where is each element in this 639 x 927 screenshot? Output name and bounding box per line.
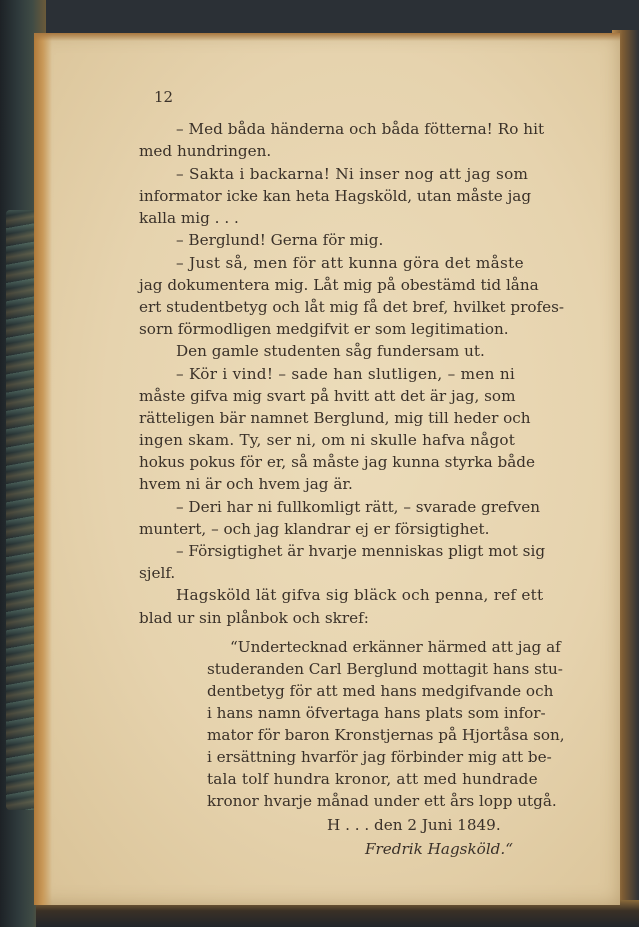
date-line: H . . . den 2 Juni 1849. xyxy=(327,816,501,834)
text-line: sjelf. xyxy=(139,564,176,582)
text-line: jag dokumentera mig. Låt mig på obestämd tid låna xyxy=(139,276,539,294)
quote-line: i hans namn öfvertaga hans plats som infor- xyxy=(207,704,546,722)
page-number: 12 xyxy=(154,88,174,106)
text-line: med hundringen. xyxy=(139,142,272,160)
text-line: måste gifva mig svart på hvitt att det är jag, som xyxy=(139,387,516,405)
text-line: Den gamle studenten såg fundersam ut. xyxy=(176,342,485,360)
text-line: – Deri har ni fullkomligt rätt, – svarade grefven xyxy=(176,498,540,516)
quote-line: kronor hvarje månad under ett års lopp utgå. xyxy=(207,792,557,810)
text-line: rätteligen bär namnet Berglund, mig till heder och xyxy=(139,409,531,427)
text-line: blad ur sin plånbok och skref: xyxy=(139,609,369,627)
text-line: ingen skam. Ty, ser ni, om ni skulle hafva något xyxy=(139,431,516,449)
text-line: Hagsköld lät gifva sig bläck och penna, ref ett xyxy=(176,586,544,604)
text-line: muntert, – och jag klandrar ej er försigtighet. xyxy=(139,520,490,538)
text-line: kalla mig . . . xyxy=(139,209,239,227)
text-line: hokus pokus för er, så måste jag kunna styrka både xyxy=(139,453,535,471)
quote-line: i ersättning hvarför jag förbinder mig att be- xyxy=(207,748,552,766)
text-line: sorn förmodligen medgifvit er som legitimation. xyxy=(139,320,509,338)
text-line: hvem ni är och hvem jag är. xyxy=(139,475,353,493)
quote-line: mator för baron Kronstjernas på Hjortåsa son, xyxy=(207,726,565,744)
quote-line: tala tolf hundra kronor, att med hundrade xyxy=(207,770,538,788)
text-line: – Berglund! Gerna för mig. xyxy=(176,231,384,249)
quote-line: “Undertecknad erkänner härmed att jag af xyxy=(230,638,561,656)
text-line: informator icke kan heta Hagsköld, utan måste jag xyxy=(139,187,532,205)
text-line: ert studentbetyg och låt mig få det bref, hvilket profes- xyxy=(139,298,565,316)
text-line: – Med båda händerna och båda fötterna! Ro hit xyxy=(176,120,545,138)
text-line: – Kör i vind! – sade han slutligen, – men ni xyxy=(176,365,516,383)
signature: Fredrik Hagsköld.“ xyxy=(365,840,513,858)
text-line: – Just så, men för att kunna göra det måste xyxy=(176,254,524,272)
quote-line: dentbetyg för att med hans medgifvande och xyxy=(207,682,554,700)
quote-line: studeranden Carl Berglund mottagit hans stu- xyxy=(207,660,563,678)
text-line: – Sakta i backarna! Ni inser nog att jag som xyxy=(176,165,529,183)
text-line: – Försigtighet är hvarje menniskas pligt mot sig xyxy=(176,542,546,560)
